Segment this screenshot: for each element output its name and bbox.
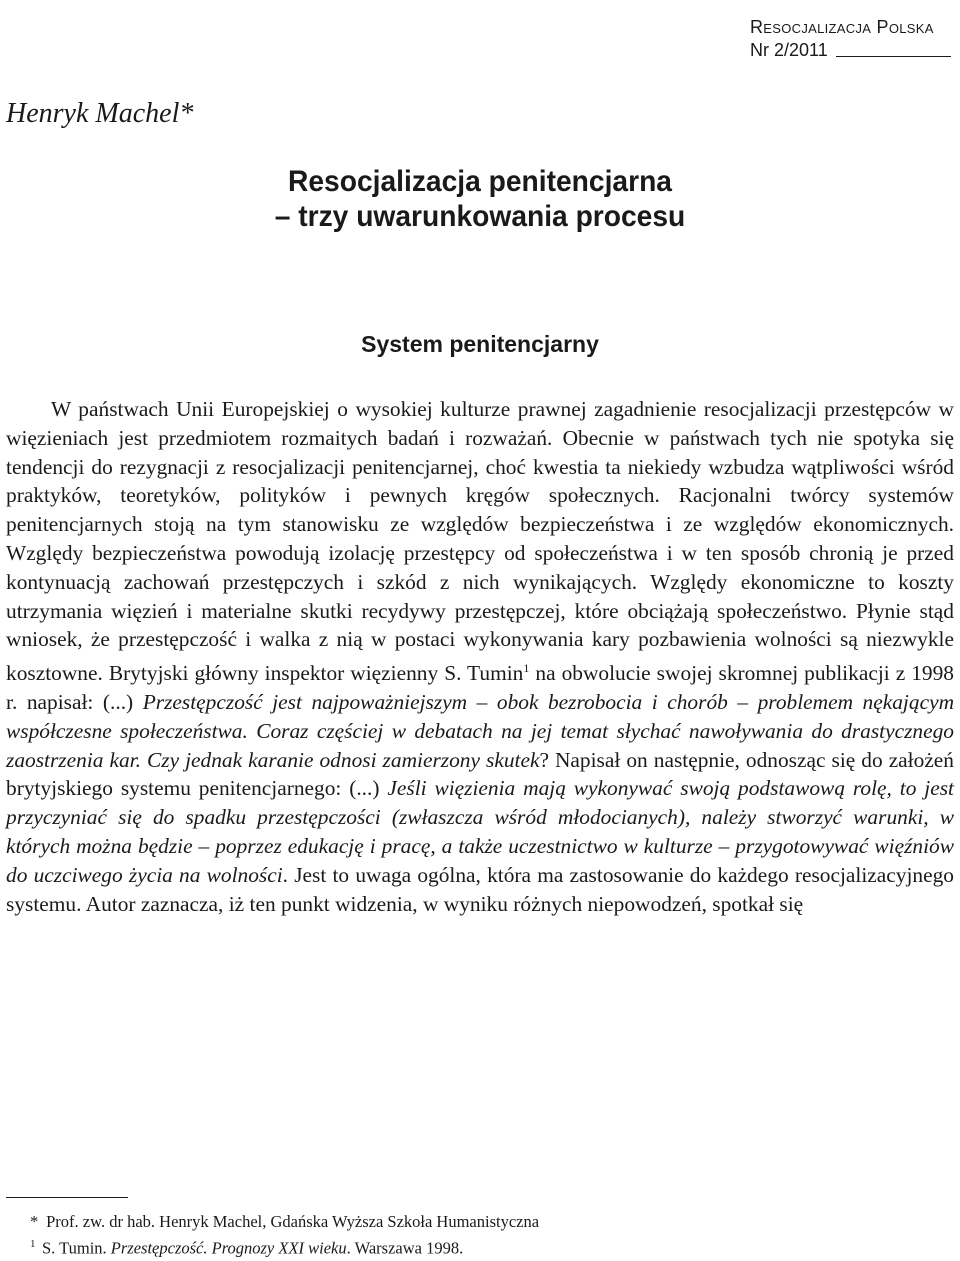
- journal-issue-line: [750, 39, 955, 62]
- title-line-2: – trzy uwarunkowania procesu: [274, 200, 686, 233]
- footnote-title: Przestępczość. Prognozy XXI wieku: [110, 1238, 347, 1258]
- footnote-author: [30, 1210, 930, 1233]
- body-text-1: W państwach Unii Europejskiej o wysokiej kulturze prawnej zagadnienie resocjalizacji przestępców w więzieniach jest przedmiotem rozmaitych badań i rozważań. Obecnie w państwach tych nie spotyka się tendencji do rezygnacji z resocjalizacji penitencjarnej, choć kwestia ta niekiedy wzbudza wątpliwości wśród praktyków, teoretyków, polityków i pewnych kręgów społecznych. Racjonalni twórcy systemów penitencjarnych stoją na tym stanowisku ze względów bezpieczeństwa i ze względów ekonomicznych. Względy bezpieczeństwa powodują izolację przestępcy od społeczeństwa i w ten sposób chronią je przed kontynuacją zachowań przestępczych i szkód z nich wynikających. Względy ekonomiczne to koszty utrzymania więzień i materialne skutki recydywy przestępczej, które obciążają społeczeństwo. Płynie stąd wniosek, że przestępczość i walka z nią w postaci wykonywania kary pozbawienia wolności są niezwykle kosztowne. Brytyjski główny inspektor więzienny S. Tumin: [6, 397, 954, 686]
- footnote-mark: *: [30, 1212, 39, 1231]
- footnote-text: Prof. zw. dr hab. Henryk Machel, Gdańska Wyższa Szkoła Humanistyczna: [46, 1212, 540, 1231]
- author-name: Henryk Machel*: [6, 98, 194, 129]
- quote-1: Przestępczość jest najpoważniejszym – obok bezrobocia i chorób – problemem nękającym współczesne społeczeństwa. Coraz częściej w debatach na jej temat słychać nawoływania do drastycznego zaostrzenia kar. Czy jednak karanie odnosi zamierzony skutek: [6, 690, 955, 772]
- footnote-1: [30, 1233, 930, 1260]
- footnote-text-end: . Warszawa 1998.: [346, 1238, 464, 1258]
- body-text-2: na obwolucie swojej skromnej publikacji z 1998 r. napisał: (...): [6, 661, 954, 715]
- body-text-3: ? Napisał on następnie, odnosząc się do założeń brytyjskiego systemu penitencjarnego: (...): [6, 747, 955, 801]
- journal-name: Resocjalizacja Polska: [750, 17, 934, 37]
- footnote-ref-1: 1: [523, 661, 530, 676]
- footnote-rule: [6, 1197, 128, 1198]
- section-heading: System penitencjarny: [361, 331, 599, 357]
- footnote-mark: 1: [30, 1238, 36, 1250]
- header-rule: [836, 56, 951, 57]
- journal-header: [750, 16, 955, 62]
- article-title: [217, 164, 743, 234]
- quote-2: Jeśli więzienia mają wykonywać swoją podstawową rolę, to jest przyczyniać się do spadku przestępczości (zwłaszcza wśród młodocianych), należy stworzyć warunki, w których można będzie – poprzez edukację i pracę, a także uczestnictwo w kulturze – przygotowywać więźniów do uczciwego życia na wolności: [6, 776, 954, 887]
- body-paragraph: [6, 395, 954, 918]
- footnote-text: S. Tumin.: [42, 1238, 111, 1258]
- journal-issue: Nr 2/2011: [750, 40, 828, 60]
- title-line-1: Resocjalizacja penitencjarna: [287, 165, 672, 198]
- body-text-4: . Jest to uwaga ogólna, która ma zastosowanie do każdego resocjalizacyjnego systemu. Autor zaznacza, iż ten punkt widzenia, w wyniku różnych niepowodzeń, spotkał się: [6, 862, 954, 916]
- footnotes: [30, 1210, 930, 1260]
